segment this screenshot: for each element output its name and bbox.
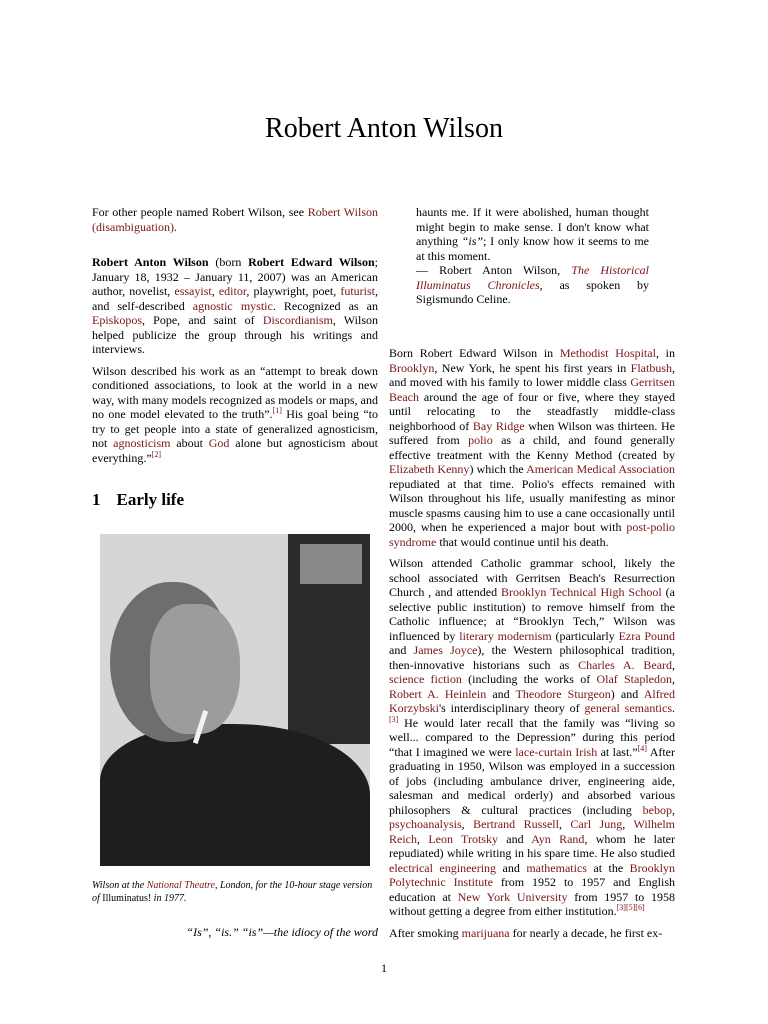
hatnote-suffix: . bbox=[173, 219, 177, 234]
link-marijuana[interactable]: marijuana bbox=[461, 925, 510, 940]
right-column bbox=[389, 346, 675, 947]
link-ayn-rand[interactable]: Ayn Rand bbox=[531, 831, 585, 846]
link-essayist[interactable]: essayist bbox=[174, 284, 212, 298]
text: After graduating in 1950, Wilson was employed in a succession of jobs (including ambulance driver, engineering aide, salesman and medical orderly) and absorbed various philosophers & cultural practices (including bbox=[389, 744, 676, 817]
body-paragraph-3 bbox=[389, 926, 675, 941]
link-bebop[interactable]: bebop bbox=[642, 802, 672, 817]
text: Wilson attended Catholic grammar school, likely the school associated with Gerritsen Beach's Resurrection Church , and attended bbox=[389, 556, 675, 599]
text: After smoking bbox=[389, 925, 462, 940]
link-flatbush[interactable]: Flatbush bbox=[630, 360, 672, 375]
text: at last.” bbox=[597, 744, 638, 759]
text: repudiated at that time. Polio's effects remained with Wilson throughout his life, usually manifesting as minor muscle spasms causing him to use a cane occasionally until 2000, when he experienced a major bout with bbox=[389, 476, 675, 534]
link-bay-ridge[interactable]: Bay Ridge bbox=[472, 418, 525, 433]
link-episkopos[interactable]: Episkopos bbox=[92, 313, 143, 327]
subject-name: Robert Anton Wilson bbox=[92, 255, 209, 269]
text: (a selective public institution) to remove himself from the Catholic influence; at “Brooklyn Tech,” Wilson was influenced by bbox=[389, 585, 676, 643]
link-heinlein[interactable]: Robert A. Heinlein bbox=[389, 686, 487, 701]
body-paragraph-2 bbox=[389, 556, 675, 919]
page-number: 1 bbox=[381, 961, 387, 975]
link-science-fiction[interactable]: science fiction bbox=[389, 672, 462, 686]
link-nyu[interactable]: New York University bbox=[457, 889, 568, 904]
ref-4[interactable]: [4] bbox=[637, 743, 647, 753]
section-number: 1 bbox=[92, 490, 101, 509]
link-sturgeon[interactable]: Theodore Sturgeon bbox=[515, 686, 611, 701]
text: from 1957 to 1958 without getting a degree from either institution. bbox=[389, 889, 675, 918]
link-historical-illuminatus[interactable]: The Historical Illuminatus Chronicles bbox=[416, 263, 650, 292]
text: Born Robert Edward Wilson in bbox=[389, 346, 560, 360]
photo-caption bbox=[92, 879, 382, 905]
birth-name: Robert Edward Wilson bbox=[248, 255, 375, 269]
text: , bbox=[461, 817, 474, 831]
text: Wilson described his work as an “attempt to break down conditioned associations, to look at the world in a new way, with many models recognized as models or maps, and no one model elevated to the truth”. bbox=[92, 363, 378, 421]
link-wilhelm-reich[interactable]: Wilhelm Reich bbox=[389, 817, 676, 846]
text: . Recognized as an bbox=[272, 298, 378, 313]
text: that would continue until his death. bbox=[436, 534, 609, 549]
text: ; January 18, 1932 – January 11, 2007) was an American author, novelist, bbox=[92, 255, 378, 298]
hatnote bbox=[92, 205, 378, 234]
link-electrical-engineering[interactable]: electrical engineering bbox=[389, 860, 497, 875]
text: , bbox=[672, 802, 675, 817]
text: , bbox=[558, 817, 571, 831]
intro-paragraph-2 bbox=[92, 364, 378, 466]
text: , in bbox=[655, 346, 675, 360]
quote-is: “is” bbox=[461, 234, 484, 248]
text: , Pope, and saint of bbox=[142, 313, 263, 327]
quote-start-text: “Is”, “is.” “is”—the idiocy of the word bbox=[186, 925, 378, 939]
text: at the bbox=[586, 860, 630, 875]
link-elizabeth-kenny[interactable]: Elizabeth Kenny bbox=[389, 462, 470, 476]
text: , bbox=[672, 672, 675, 686]
photo-poster-detail bbox=[300, 544, 362, 584]
wilson-photo bbox=[100, 534, 370, 866]
hatnote-link[interactable]: Robert Wilson (disambiguation) bbox=[92, 205, 378, 234]
link-post-polio[interactable]: post-polio syndrome bbox=[389, 520, 675, 549]
link-general-semantics[interactable]: general semantics bbox=[584, 701, 672, 715]
text: ; I only know how it seems to me at this moment. bbox=[416, 234, 649, 263]
text: , bbox=[417, 831, 429, 846]
link-agnostic-mystic[interactable]: agnostic mystic bbox=[192, 298, 273, 313]
text: He would later recall that the family was “living so well... compared to the Depression” during this period “that I imagined we were bbox=[389, 715, 675, 759]
ref-5[interactable]: [3][5][6] bbox=[616, 903, 645, 912]
link-discordianism[interactable]: Discordianism bbox=[262, 313, 333, 327]
text: , Wilson helped publicize the group through his writings and interviews. bbox=[92, 313, 378, 356]
epigraph-quote bbox=[416, 205, 649, 307]
link-god[interactable]: God bbox=[208, 436, 230, 450]
link-korzybski[interactable]: Alfred Korzybski bbox=[389, 686, 676, 715]
text: (including the works of bbox=[461, 672, 597, 686]
text: and bbox=[496, 860, 527, 875]
link-brooklyn[interactable]: Brooklyn bbox=[389, 360, 435, 375]
link-ezra-pound[interactable]: Ezra Pound bbox=[618, 628, 676, 643]
illuminatus-title: Illuminatus! bbox=[102, 893, 152, 904]
text: . bbox=[672, 701, 675, 715]
intro-paragraph-1 bbox=[92, 255, 378, 357]
text: ), the Western philosophical tradition, then-innovative historians such as bbox=[389, 643, 676, 672]
photo-face bbox=[150, 604, 240, 734]
link-leon-trotsky[interactable]: Leon Trotsky bbox=[428, 831, 498, 846]
section-heading-early-life bbox=[92, 489, 184, 511]
text: 's interdisciplinary theory of bbox=[439, 701, 585, 715]
link-carl-jung[interactable]: Carl Jung bbox=[570, 817, 623, 831]
photo-jacket bbox=[100, 724, 370, 866]
text: His goal being “to try to get people into a state of generalized agnosticism, not bbox=[92, 407, 379, 450]
ref-1[interactable]: [1] bbox=[272, 406, 282, 415]
link-editor[interactable]: editor bbox=[218, 284, 247, 298]
text: about bbox=[170, 436, 209, 450]
quote-body bbox=[416, 205, 649, 263]
ref-3[interactable]: [3] bbox=[389, 714, 399, 724]
text: , bbox=[622, 817, 634, 831]
text: in 1977. bbox=[151, 893, 187, 904]
link-brooklyn-poly[interactable]: Brooklyn Polytechnic Institute bbox=[389, 860, 676, 889]
text: (born bbox=[208, 255, 249, 269]
quote-attribution bbox=[416, 263, 649, 307]
link-james-joyce[interactable]: James Joyce bbox=[413, 643, 478, 657]
section-title: Early life bbox=[116, 490, 185, 509]
text: for nearly a decade, he first ex- bbox=[509, 925, 663, 940]
text: when Wilson was thirteen. He suffered from bbox=[389, 418, 675, 447]
text: (particularly bbox=[551, 628, 619, 643]
text: haunts me. If it were abolished, human thought might begin to make sense. I don't know what anything bbox=[416, 205, 649, 248]
text: and bbox=[497, 831, 532, 846]
text: around the age of four or five, where they stayed until relocating to the steadfastly middle-class neighborhood of bbox=[389, 389, 675, 433]
link-methodist-hospital[interactable]: Methodist Hospital bbox=[559, 346, 656, 360]
text: ) and bbox=[610, 686, 644, 701]
body-paragraph-1 bbox=[389, 346, 675, 549]
link-national-theatre[interactable]: National Theatre bbox=[146, 880, 215, 891]
text: , New York, he spent his first years in bbox=[434, 360, 631, 375]
text: , whom he later repudiated) while writing in his spare time. He also studied bbox=[389, 831, 675, 860]
link-charles-beard[interactable]: Charles A. Beard bbox=[578, 657, 673, 672]
link-bertrand-russell[interactable]: Bertrand Russell bbox=[473, 817, 559, 831]
text: , and self-described bbox=[92, 284, 378, 313]
text: , bbox=[672, 657, 676, 672]
link-lace-curtain-irish[interactable]: lace-curtain Irish bbox=[515, 744, 598, 759]
left-column bbox=[92, 205, 378, 472]
quote-start bbox=[92, 925, 378, 939]
text: — Robert Anton Wilson, bbox=[416, 263, 572, 277]
link-psychoanalysis[interactable]: psychoanalysis bbox=[389, 817, 462, 831]
ref-2[interactable]: [2] bbox=[151, 449, 161, 459]
text: ) which the bbox=[469, 462, 527, 476]
link-futurist[interactable]: futurist bbox=[340, 284, 375, 298]
text: and bbox=[486, 686, 516, 701]
page-title: Robert Anton Wilson bbox=[265, 113, 503, 144]
text: , and moved with his family to lower middle class bbox=[389, 360, 675, 389]
link-olaf-stapledon[interactable]: Olaf Stapledon bbox=[596, 672, 672, 686]
link-gerritsen-beach[interactable]: Gerritsen Beach bbox=[389, 375, 675, 404]
text: from 1952 to 1957 and English education at bbox=[389, 875, 676, 904]
link-literary-modernism[interactable]: literary modernism bbox=[459, 628, 552, 643]
text: , playwright, poet, bbox=[246, 284, 341, 298]
link-agnosticism[interactable]: agnosticism bbox=[113, 436, 171, 450]
text: , as spoken by Sigismundo Celine. bbox=[416, 277, 649, 306]
text: , London, for the 10-hour stage version of bbox=[92, 880, 373, 904]
text: and bbox=[389, 643, 414, 657]
link-brooklyn-tech[interactable]: Brooklyn Technical High School bbox=[501, 585, 662, 599]
link-ama[interactable]: American Medical Association bbox=[526, 462, 675, 476]
text: alone but agnosticism about everything.” bbox=[92, 436, 378, 465]
link-polio[interactable]: polio bbox=[468, 433, 493, 447]
text: , bbox=[211, 284, 219, 298]
text: Wilson at the bbox=[92, 880, 147, 891]
link-mathematics[interactable]: mathematics bbox=[526, 860, 587, 875]
hatnote-text: For other people named Robert Wilson, see bbox=[92, 205, 308, 219]
text: as a child, and found generally effective treatment with the Kenny Method (created by bbox=[389, 433, 675, 462]
